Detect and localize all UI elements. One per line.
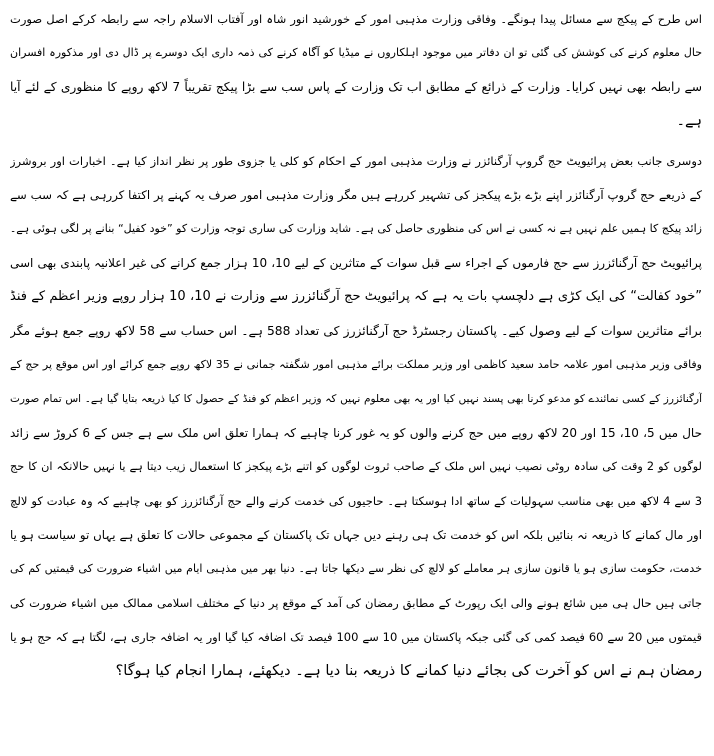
article-line: لوگوں کو 2 وقت کی سادہ روٹی نصیب نہیں اس ملک کے صاحب ثروت لوگوں کو اتنے بڑے پیکجز کا استعمال زیب دیتا ہے یا نہیں حالانکہ ان کا حج [10,460,702,473]
article-line: زائد پیکج کا ہمیں علم نہیں ہے نہ کسی نے اس کی منظوری حاصل کی ہے۔ شاید وزارت کی ساری توجہ وزارت کو ”خود کفیل“ بنانے پر لگی ہوئی ہے۔ [10,222,702,235]
article-line: اس طرح کے پیکج سے مسائل پیدا ہونگے۔ وفاقی وزارت مذہبی امور کے خورشید انور شاہ اور آفتاب الاسلام راجہ سے رابطہ کرکے اصل صورت [10,12,702,26]
article-line: ہے۔ [676,113,702,129]
article-line: پرائیویٹ حج آرگنائزرز سے حج فارموں کے اجراء سے قبل سوات کے متاثرین کے لیے 10، 10 ہزار جمع کرانے کی غیر اعلانیہ پابندی بھی اسی [10,256,702,270]
article-line: ”خود کفالت“ کی ایک کڑی ہے دلچسپ بات یہ ہے کہ پرائیویٹ حج آرگنائزرز سے وزارت نے 10، 10 ہزار روپے وزیر اعظم کے فنڈ [10,289,702,304]
article-line: جاتی ہیں حال ہی میں شائع ہونے والی ایک رپورٹ کے مطابق رمضان کی آمد کے موقع پر دنیا کے مختلف اسلامی ممالک میں اشیاء ضرورت کی [10,596,702,610]
article-line: حال معلوم کرنے کی کوشش کی گئی تو ان دفاتر میں موجود اہلکاروں نے میڈیا کو آگاہ کرنے کی ذمہ داری ایک دوسرے پر ڈال دی اور مذکورہ افسران [10,46,702,59]
article-line: برائے متاثرین سوات کے لیے وصول کیے۔ پاکستان رجسٹرڈ حج آرگنائزرز کی تعداد 588 ہے۔ اس حساب سے 58 لاکھ روپے جمع ہوئے مگر [10,324,702,338]
article-line: خدمت، حکومت سازی ہو یا قانون سازی ہر معاملے کو لالچ کی نظر سے دیکھا جاتا ہے۔ دنیا بھر میں مذہبی ایام میں اشیاء ضرورت کی قیمتیں کم کی [10,562,702,575]
article-line: وفاقی وزیر مذہبی امور علامہ حامد سعید کاظمی اور وزیر مملکت برائے مذہبی امور شگفتہ جمانی نے 35 لاکھ روپے جمع کرائے اور اس موقع پر حج کے [10,358,702,371]
article-line: سے رابطہ بھی نہیں کرایا۔ وزارت کے ذرائع کے مطابق اب تک وزارت کے پاس سب سے بڑا پیکج تقریباً 7 لاکھ روپے کا منظوری کے لئے آیا [10,80,702,94]
article-line: آرگنائزرز کے کسی نمائندے کو مدعو کرنا بھی پسند نہیں کیا اور یہ بھی معلوم نہیں کہ وزیر اعظم کو فنڈ کے حصول کا کیا ذریعہ بتایا گیا ہے۔ اس تمام صورت [10,393,702,405]
article-line: کے ذریعے حج گروپ آرگنائزر اپنے بڑے بڑے پیکجز کی تشہیر کررہے ہیں مگر وزارت مذہبی امور صرف یہ کہنے پر اکتفا کررہی ہے کہ سب سے [10,188,702,202]
article-line: 3 سے 4 لاکھ میں بھی مناسب سہولیات کے ساتھ ادا ہوسکتا ہے۔ حاجیوں کی خدمت کرنے والے حج آرگنائزرز کو بھی چاہیے کہ وہ عبادت کو لالچ [10,494,702,508]
article-line: اور مال کمانے کا ذریعہ نہ بنائیں بلکہ اس کو خدمت تک ہی رہنے دیں جہاں تک پاکستان کے مجموعی حالات کا تعلق ہے یہاں تو سیاست ہو یا [10,528,702,542]
article-line: حال میں 5، 10، 15 اور 20 لاکھ روپے میں حج کرنے والوں کو یہ غور کرنا چاہیے کہ ہمارا تعلق اس ملک سے ہے جس کے 6 کروڑ سے زائد [10,426,702,440]
article-line: قیمتوں میں 20 سے 60 فیصد کمی کی گئی جبکہ پاکستان میں 10 سے 100 فیصد تک اضافہ کیا گیا اور یہ اضافہ جاری ہے، لگتا ہے کہ حج ہو یا [10,630,702,644]
article-line: رمضان ہم نے اس کو آخرت کی بجائے دنیا کمانے کا ذریعہ بنا دیا ہے۔ دیکھئے، ہمارا انجام کیا ہوگا؟ [115,663,702,679]
article-line: دوسری جانب بعض پرائیویٹ حج گروپ آرگنائزر نے وزارت مذہبی امور کے احکام کو کلی یا جزوی طور پر نظر انداز کیا ہے۔ اخبارات اور بروشرز [10,154,702,168]
